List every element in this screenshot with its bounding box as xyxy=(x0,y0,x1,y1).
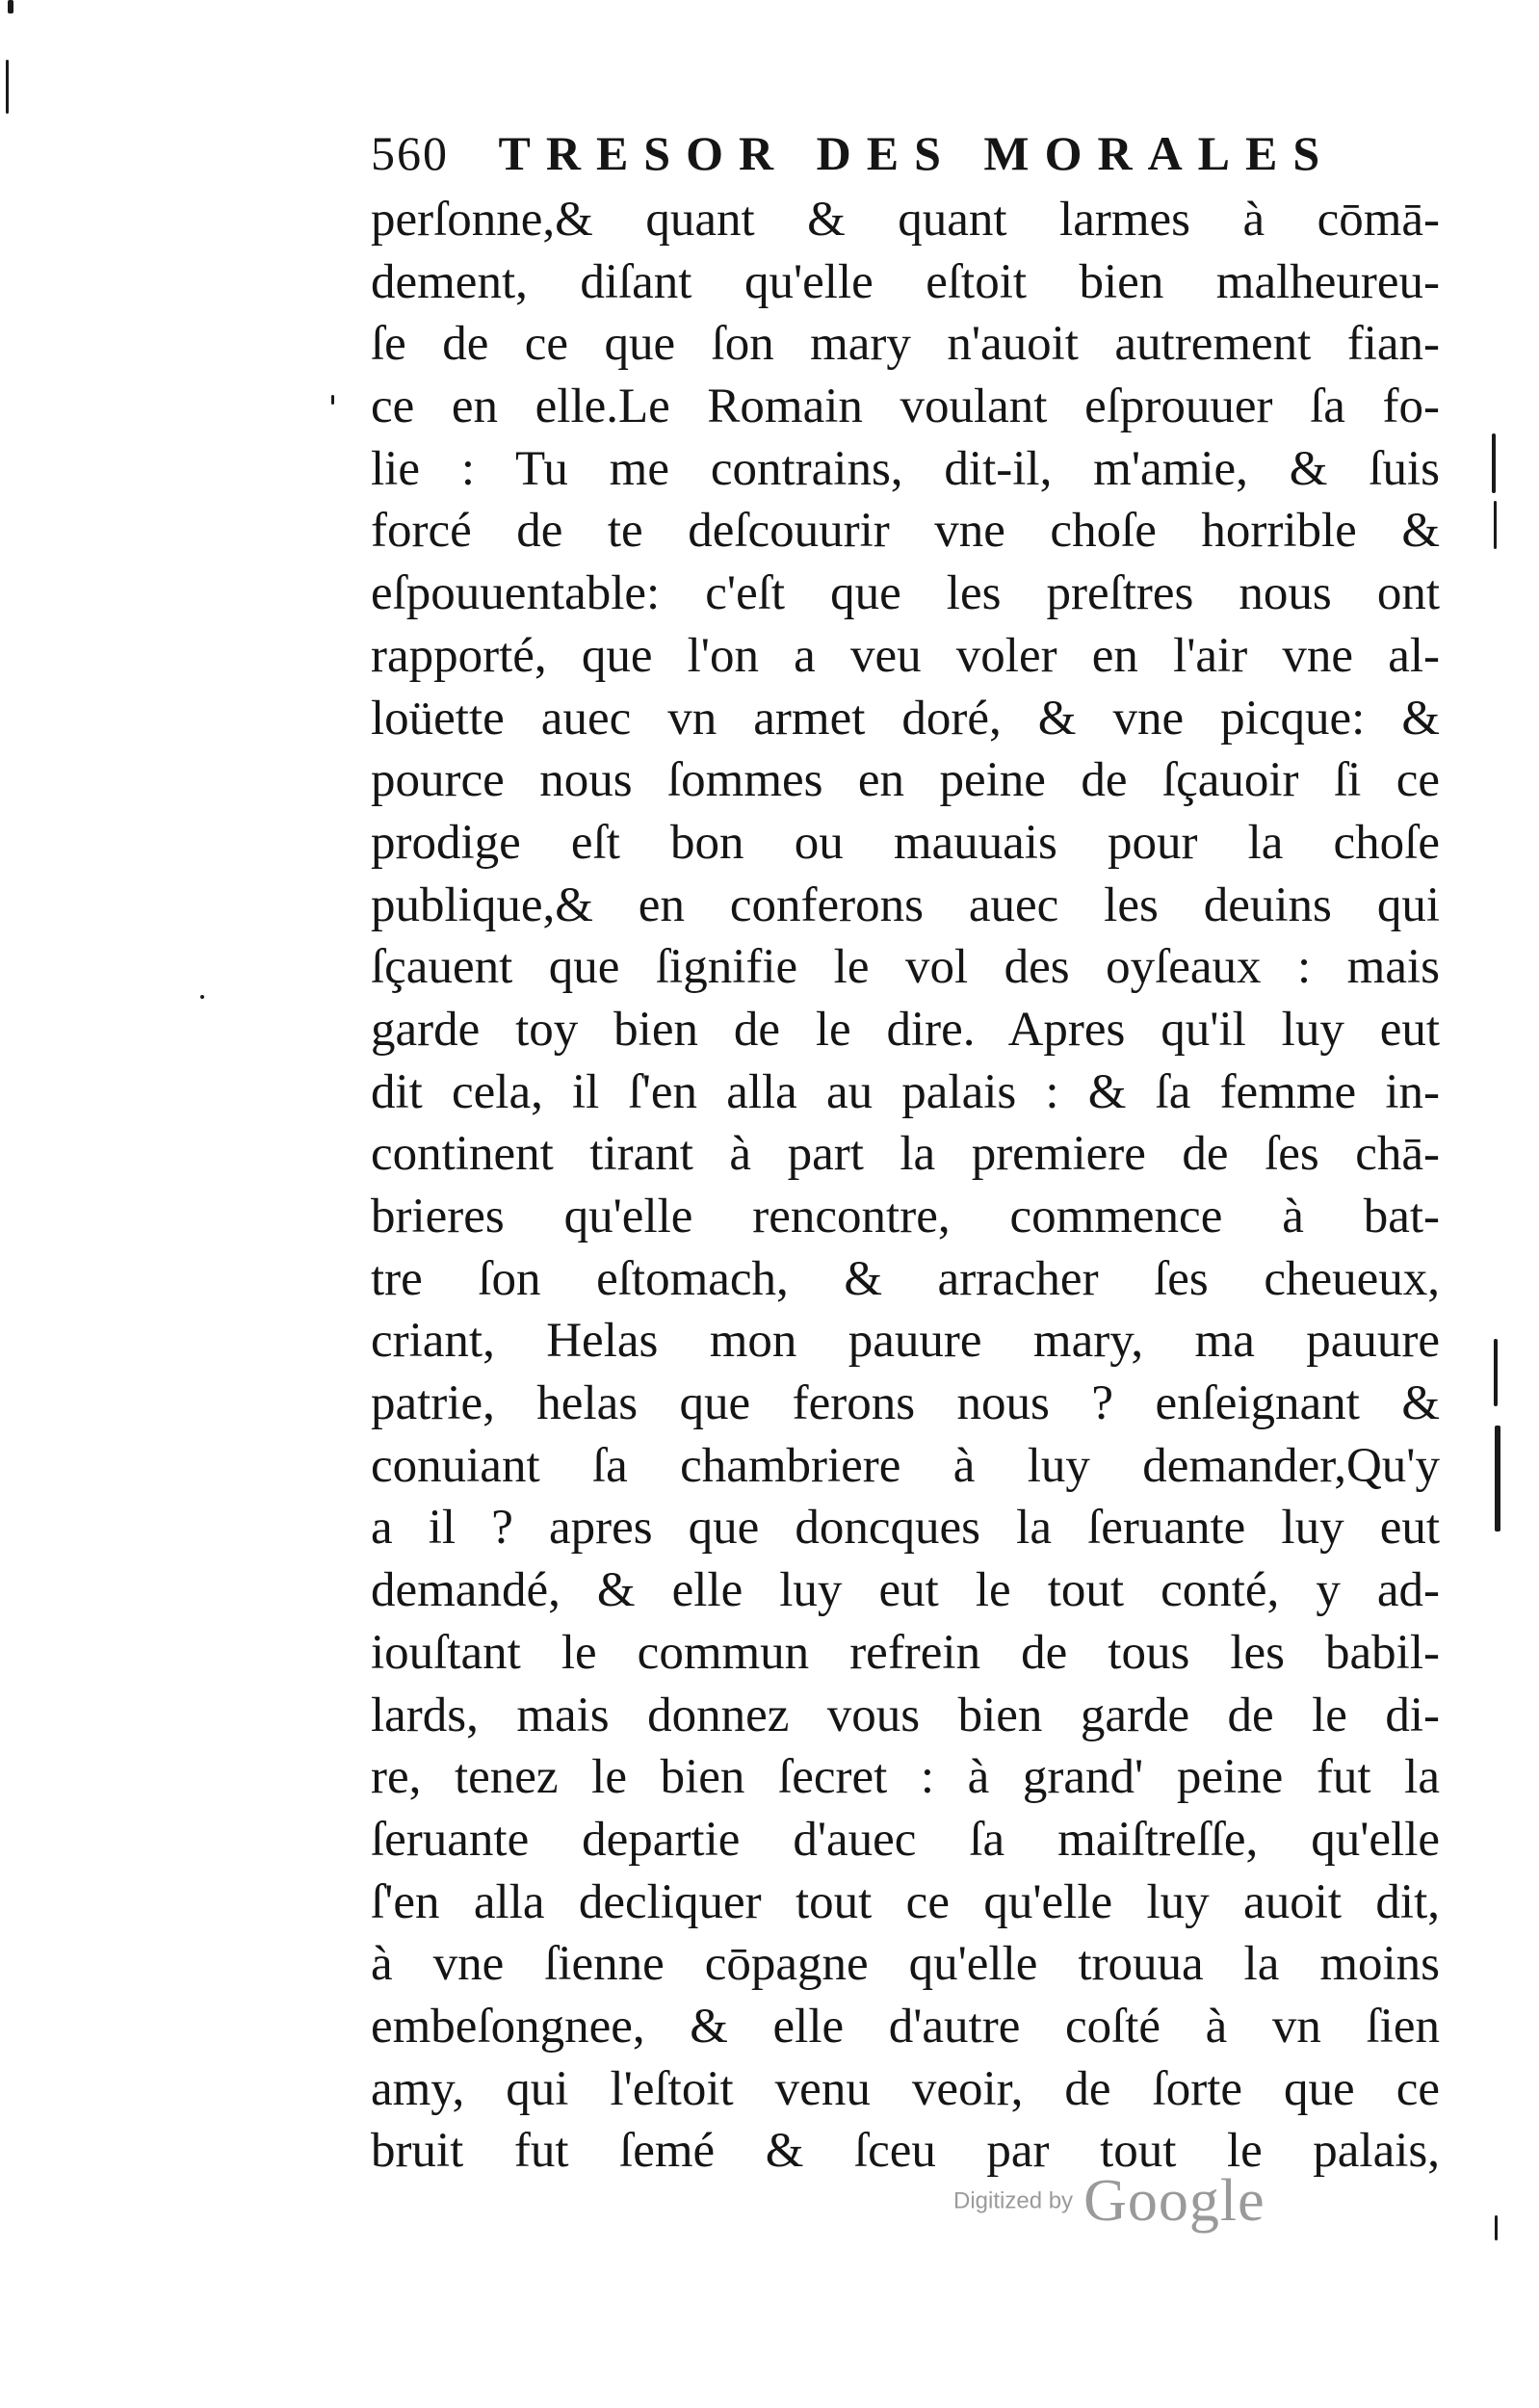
text-line: perſonne,& quant & quant larmes à cōmā- xyxy=(371,193,1440,247)
digitized-by-google-watermark xyxy=(953,2167,1339,2254)
text-line: tre ſon eſtomach, & arracher ſes cheueux, xyxy=(371,1251,1440,1306)
text-line: lie : Tu me contrains, dit-il, m'amie, & ſuis xyxy=(371,441,1440,496)
text-line: bruit fut ſemé & ſceu par tout le palais, xyxy=(371,2124,1440,2179)
text-line: ſe de ce que ſon mary n'auoit autrement fian- xyxy=(371,317,1440,372)
text-line: a il ? apres que doncques la ſeruante luy eut xyxy=(371,1501,1440,1556)
text-line: iouſtant le commun refrein de tous les babil- xyxy=(371,1625,1440,1680)
text-line: prodige eſt bon ou mauuais pour la choſe xyxy=(371,815,1440,870)
text-line: forcé de te deſcouurir vne choſe horrible & xyxy=(371,504,1440,559)
text-line: rapporté, que l'on a veu voler en l'air vne al- xyxy=(371,628,1440,683)
body-text xyxy=(371,189,1440,2183)
running-title: TRESOR DES MORALES xyxy=(498,126,1336,180)
google-logo: Google xyxy=(1083,2168,1265,2234)
text-line: ſeruante departie d'auec ſa maiſtreſſe, qu'elle xyxy=(371,1812,1440,1867)
page-number: 560 xyxy=(371,126,449,180)
text-line: publique,& en conferons auec les deuins qui xyxy=(371,877,1440,932)
text-line: continent tirant à part la premiere de ſes chā- xyxy=(371,1127,1440,1182)
scan-artifact-mark xyxy=(331,395,334,405)
text-line: lards, mais donnez vous bien garde de le di- xyxy=(371,1688,1440,1742)
text-line: patrie, helas que ferons nous ? enſeignant & xyxy=(371,1376,1440,1431)
text-line: pource nous ſommes en peine de ſçauoir ſi ce xyxy=(371,753,1440,808)
text-line: garde toy bien de le dire. Apres qu'il luy eut xyxy=(371,1002,1440,1057)
text-line: ce en elle.Le Romain voulant eſprouuer ſa fo- xyxy=(371,380,1440,434)
digitized-by-label: Digitized by xyxy=(953,2187,1074,2214)
text-line: dit cela, il ſ'en alla au palais : & ſa femme in- xyxy=(371,1064,1440,1119)
text-line: ſ'en alla decliquer tout ce qu'elle luy auoit dit, xyxy=(371,1874,1440,1929)
text-line: ſçauent que ſignifie le vol des oyſeaux : mais xyxy=(371,940,1440,995)
text-line: conuiant ſa chambriere à luy demander,Qu'y xyxy=(371,1438,1440,1493)
text-line: criant, Helas mon pauure mary, ma pauure xyxy=(371,1314,1440,1369)
text-line: embeſongnee, & elle d'autre coſté à vn ſien xyxy=(371,1999,1440,2054)
text-line: eſpouuentable: c'eſt que les preſtres nous ont xyxy=(371,566,1440,621)
running-header xyxy=(371,119,1336,187)
text-line: amy, qui l'eſtoit venu veoir, de ſorte que ce xyxy=(371,2061,1440,2116)
text-line: brieres qu'elle rencontre, commence à bat- xyxy=(371,1190,1440,1243)
scan-artifact-mark xyxy=(1495,2215,1498,2240)
text-line: demandé, & elle luy eut le tout conté, y ad- xyxy=(371,1563,1440,1618)
text-line: à vne ſienne cōpagne qu'elle trouua la moins xyxy=(371,1937,1440,1992)
scan-artifact-mark xyxy=(6,60,9,114)
scan-artifact-mark xyxy=(1492,433,1496,493)
scan-artifact-mark xyxy=(1494,1339,1498,1406)
scan-artifact-mark xyxy=(1494,501,1497,549)
text-line: loüette auec vn armet doré, & vne picque: & xyxy=(371,691,1440,746)
scan-artifact-mark xyxy=(8,0,13,13)
text-line: dement, diſant qu'elle eſtoit bien malheureu- xyxy=(371,254,1440,309)
text-line: re, tenez le bien ſecret : à grand' peine fut la xyxy=(371,1750,1440,1805)
scan-artifact-mark xyxy=(1495,1426,1500,1531)
scan-artifact-mark xyxy=(200,995,204,999)
